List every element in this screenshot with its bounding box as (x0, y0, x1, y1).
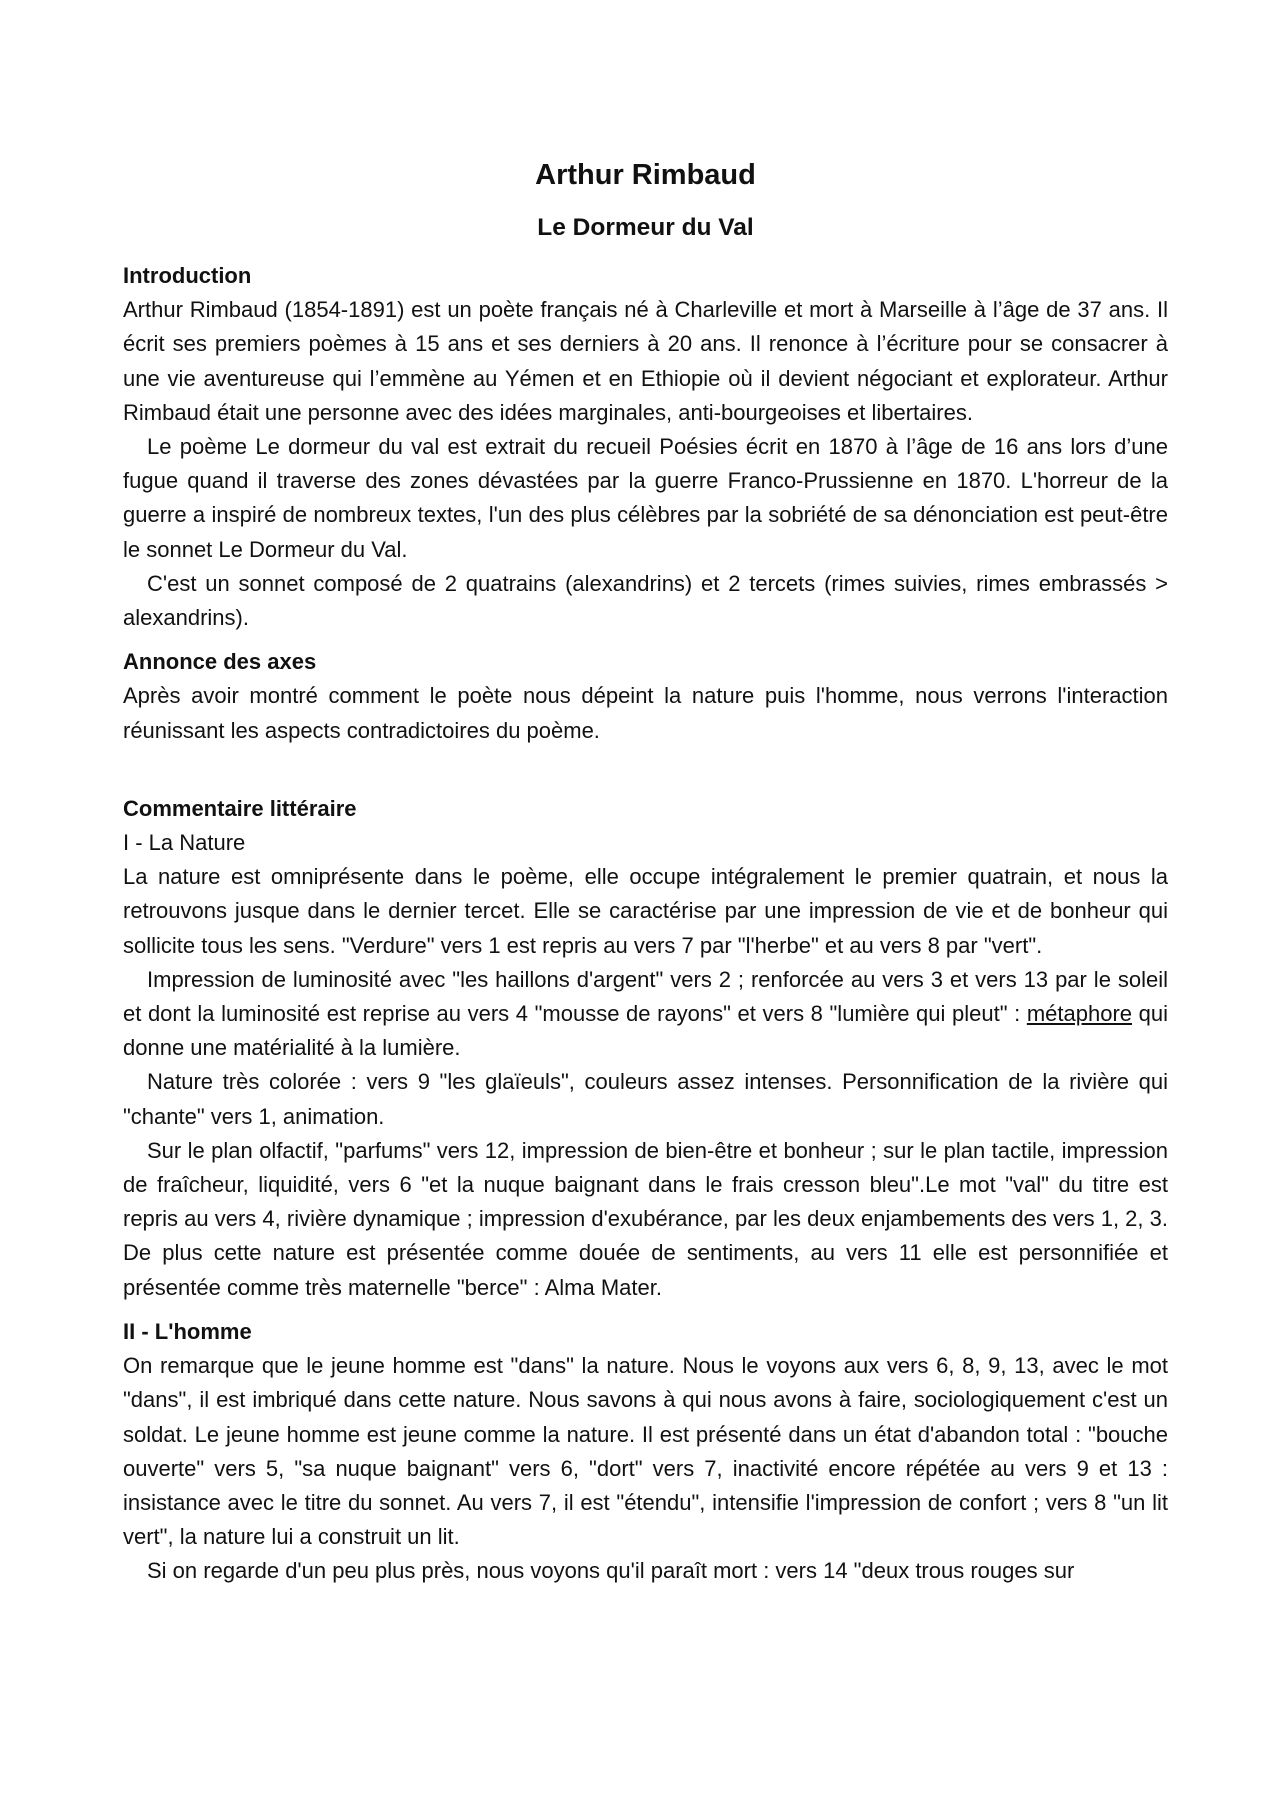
part1-paragraph: Sur le plan olfactif, "parfums" vers 12, impression de bien-être et bonheur ; sur le plan tactile, impression de fraîcheur, liquidité, vers 6 "et la nuque baignant dans le frais cresson bleu".Le mot "val" du titre est repris au vers 4, rivière dynamique ; impression d'exubérance, par les deux enjambements des vers 1, 2, 3. De plus cette nature est présentée comme douée de sentiments, au vers 11 elle est personnifiée et présentée comme très maternelle "berce" : Alma Mater. (123, 1137, 1168, 1300)
commentary-heading: Commentaire littéraire (123, 795, 357, 821)
introduction-heading: Introduction (123, 263, 252, 288)
document-page (123, 150, 1168, 1589)
spacer (123, 1305, 1168, 1315)
spacer (123, 748, 1168, 792)
axes-paragraph: Après avoir montré comment le poète nous dépeint la nature puis l'homme, nous verrons l'interaction réunissant les aspects contradictoires du poème. (123, 683, 1168, 743)
axes-heading: Annonce des axes (123, 649, 317, 675)
part2-paragraph: Si on regarde d'un peu plus près, nous voyons qu'il paraît mort : vers 14 "deux trous rouges sur (147, 1558, 1075, 1584)
part2-heading: II - L'homme (123, 1318, 252, 1344)
introduction-paragraph: Arthur Rimbaud (1854-1891) est un poète français né à Charleville et mort à Marseille à l’âge de 37 ans. Il écrit ses premiers poèmes à 15 ans et ses derniers à 20 ans. Il renonce à l’écriture pour se consacrer à une vie aventureuse qui l’emmène au Yémen et en Ethiopie où il devient négociant et explorateur. Arthur Rimbaud était une personne avec des idées marginales, anti-bourgeoises et libertaires. (123, 297, 1168, 425)
part1-paragraph: La nature est omniprésente dans le poème, elle occupe intégralement le premier quatrain, et nous la retrouvons jusque dans le dernier tercet. Elle se caractérise par une impression de vie et de bonheur qui sollicite tous les sens. "Verdure" vers 1 est repris au vers 7 par "l'herbe" et au vers 8 par "vert". (123, 864, 1168, 958)
commentary-section (123, 792, 1168, 1589)
part1-paragraph: Nature très colorée : vers 9 "les glaïeuls", couleurs assez intenses. Personnification de la rivière qui "chante" vers 1, animation. (123, 1069, 1168, 1129)
introduction-paragraph: C'est un sonnet composé de 2 quatrains (alexandrins) et 2 tercets (rimes suivies, rimes embrassés > alexandrins). (123, 570, 1168, 631)
spacer (123, 635, 1168, 645)
paragraph-text: Impression de luminosité avec "les haillons d'argent" vers 2 ; renforcée au vers 3 et vers 13 par le soleil et dont la luminosité est reprise au vers 4 "mousse de rayons" et vers 8 "lumière qui pleut" : (123, 966, 1168, 1027)
introduction-section (123, 259, 1168, 635)
metaphore-underlined-term: métaphore (1026, 1001, 1133, 1027)
axes-section (123, 645, 1168, 748)
document-subtitle: Le Dormeur du Val (537, 214, 754, 241)
document-title: Arthur Rimbaud (535, 159, 756, 191)
part1-paragraph-metaphor (123, 963, 1168, 1066)
paragraph-text: qui donne une matérialité à la lumière. (123, 1001, 1168, 1061)
part1-label: I - La Nature (123, 830, 246, 856)
part2-paragraph: On remarque que le jeune homme est "dans" la nature. Nous le voyons aux vers 6, 8, 9, 13, avec le mot "dans", il est imbriqué dans cette nature. Nous savons à qui nous avons à faire, sociologiquement c'est un soldat. Le jeune homme est jeune comme la nature. Il est présenté dans un état d'abandon total : "bouche ouverte" vers 5, "sa nuque baignant" vers 6, "dort" vers 7, inactivité encore répétée au vers 9 et 13 : insistance avec le titre du sonnet. Au vers 7, il est "étendu", intensifie l'impression de confort ; vers 8 "un lit vert", la nature lui a construit un lit. (123, 1353, 1168, 1550)
introduction-paragraph: Le poème Le dormeur du val est extrait du recueil Poésies écrit en 1870 à l’âge de 16 ans lors d’une fugue quand il traverse des zones dévastées par la guerre Franco-Prussienne en 1870. L'horreur de la guerre a inspiré de nombreux textes, l'un des plus célèbres par la sobriété de sa dénonciation est peut-être le sonnet Le Dormeur du Val. (123, 434, 1168, 562)
